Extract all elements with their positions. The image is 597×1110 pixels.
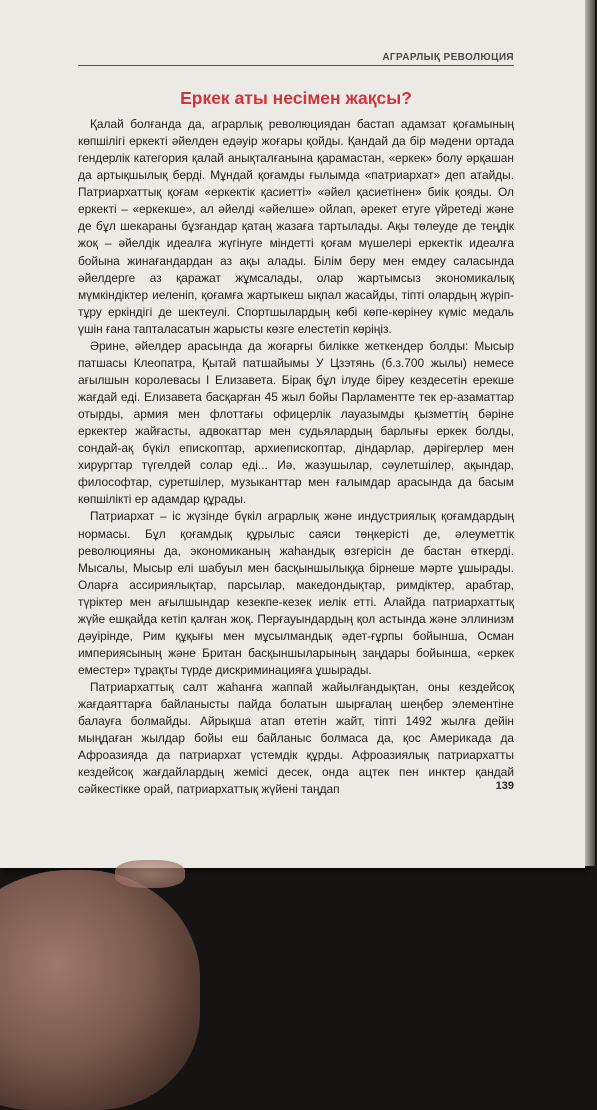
holding-hand-photo bbox=[0, 870, 200, 1110]
page-edge-shadow bbox=[585, 0, 595, 866]
paragraph-1: Қалай болғанда да, аграрлық революциядан бастап адамзат қоғамының көпшілігі еркекті әйелден едәуір жоғары қойды. Қандай да бір мәдени ортада гендерлік категория қалай анықталғанына қарамастан, «еркек» болу әрқашан да артықшылық берді. Мұндай қоғамды ғылымда «патриархат» деп атайды. Патриархаттық қоғам «еркектік қасиетті» «әйел қасиетінен» биік қояды. Ол еркекті – «еркекше», ал әйелді «әйелше» ойлап, әрекет етуге үйретеді және де бұл шекараны бұзғандар қатаң жазаға тартылады. Ақы төлеуде де теңдік жоқ – әйелдік идеалға жүгінуге міндетті қоғам мүшелері еркектік идеалға бойына жинағандардан аз ақы алады. Білім беру мен емдеу саласында әйелдерге аз қаражат жұмсалады, олар жартымсыз экономикалық мүмкіндіктер иеленіп, қоғамға жартыкеш ықпал жасайды, тіпті олардың жүріп-тұру еркіндігі де шектеулі. Спортшылардың көбі көпе-көрінеу күміс медаль үшін ғана тапталасатын жарысты көзге елестетіп көріңіз. bbox=[78, 117, 514, 336]
page-number: 139 bbox=[495, 780, 514, 792]
thumb-photo bbox=[115, 860, 185, 888]
paragraph-3: Патриархат – іс жүзінде бүкіл аграрлық және индустриялық қоғамдардың нормасы. Бұл қоғамдық құрылыс саяси төңкерісті де, әлеуметтік революцияны да, экономиканың жаһандық өзгерісін де бастан өткерді. Мысалы, Мысыр елі шабуыл мен басқыншылыққа бірнеше мәрте ұшырады. Оларға ассириялықтар, парсылар, македондықтар, римдіктер, арабтар, түріктер мен ағылшындар кезекпе-кезек иелік етті. Алайда патриархаттық жүйе ешқайда кетіп қалған жоқ. Перғауындардың қол астында және эллинизм дәуірінде, Рим құқығы мен мұсылмандық әдет-ғұрпы бойынша, Осман империясының және Британ басқыншыларының заңдары бойынша, «еркек еместер» тұрақты түрде дискриминацияға ұшырады. bbox=[78, 509, 514, 677]
article-title: Еркек аты несімен жақсы? bbox=[180, 88, 412, 108]
running-header: АГРАРЛЫҚ РЕВОЛЮЦИЯ bbox=[78, 52, 514, 66]
paragraph-4: Патриархаттық салт жаһанға жаппай жайылғандықтан, оны кездейсоқ жағдаяттарға байланысты пайда болатын шырғалаң шеңбер элементіне балауға болмайды. Айрықша атап өтетін жайт, тіпті 1492 жылға дейін мыңдаған жылдар бойы еш байланыс болмаса да, қос Америкада да Афроазияда да патриархат үстемдік құрды. Афроазиялық патриархатты кездейсоқ жағдайлардың жемісі десек, онда ацтек пен инктер қандай сәйкестікке орай, патриархаттық жүйені таңдап bbox=[78, 680, 514, 797]
article-body bbox=[78, 116, 514, 799]
paragraph-2: Әрине, әйелдер арасында да жоғарғы билікке жеткендер болды: Мысыр патшасы Клеопатра, Қытай патшайымы У Цзэтянь (б.з.700 жылы) немесе ағылшын королевасы I Елизавета. Бірақ бұл ілуде біреу кездесетін ерекше жағдай еді. Елизавета басқарған 45 жыл бойы Парламентте тек ер-азаматтар отырды, армия мен флоттағы офицерлік лауазымды қызметтің бәріне еркектер жайғасты, адвокаттар мен судьялардың барлығы еркек болды, сондай-ақ бүкіл епископтар, архиепископтар, діндарлар, дәрігерлер мен хирургтар түгелдей солар еді... Иә, жазушылар, сәулетшілер, ақындар, философтар, суретшілер, музыканттар мен ғалымдар арасында да басым көпшілікті ер адамдар құрады. bbox=[78, 338, 514, 507]
